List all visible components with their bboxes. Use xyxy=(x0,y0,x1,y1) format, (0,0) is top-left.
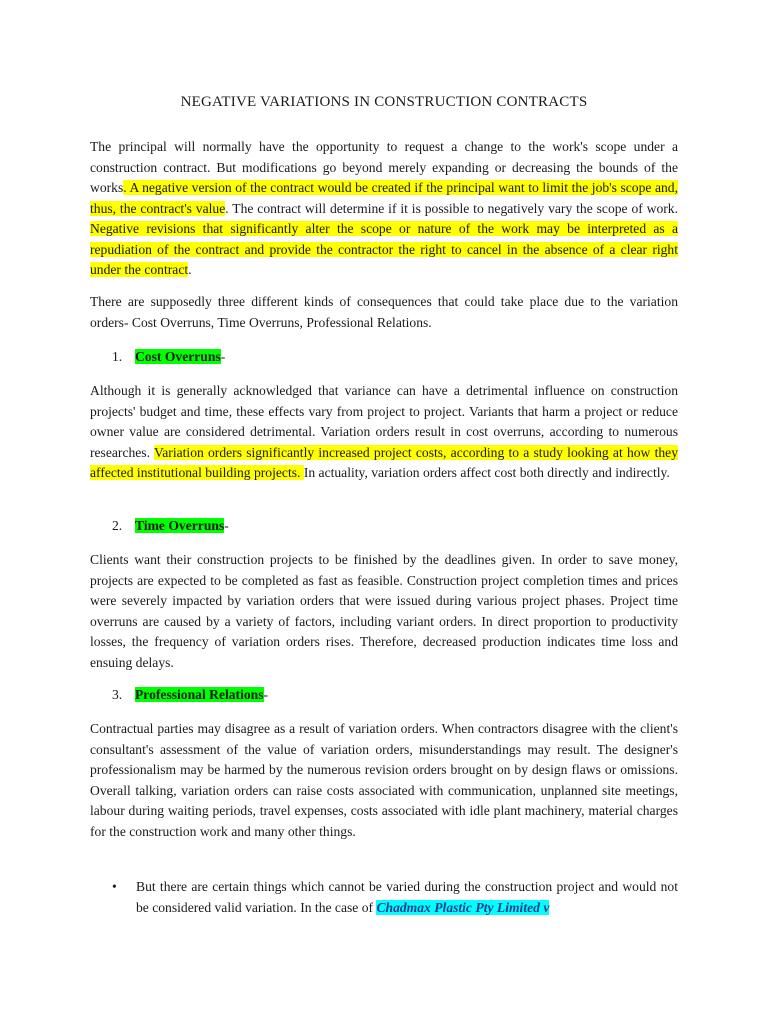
paragraph-cost-overruns xyxy=(90,381,678,484)
heading-time-overruns xyxy=(112,516,229,536)
paragraph-time-overruns: Clients want their construction projects to be finished by the deadlines given. In order to save money, projects are expected to be completed as fast as feasible. Construction project completion times and prices were severely impacted by variation orders that were issued during various project phases. Project time overruns are caused by a variety of factors, including variant orders. In direct proportion to productivity losses, the frequency of variation orders rises. Therefore, decreased production indicates time loss and ensuing delays. xyxy=(90,552,678,670)
document-title: NEGATIVE VARIATIONS IN CONSTRUCTION CONTRACTS xyxy=(180,94,588,110)
case-name-highlight: Chadmax Plastic Pty Limited v xyxy=(376,899,550,915)
item-number: 2. xyxy=(112,518,123,533)
cost-text-a: Although it is generally acknowledged that variance can have a detrimental influence on construction projects' budget and time, these effects vary from project to project. Variants that harm a project or reduce owner value are considered detrimental. Variation orders result in cost overruns, according to numerous researches. xyxy=(90,383,678,460)
item-label: Cost Overruns xyxy=(135,349,221,364)
paragraph-consequences: There are supposedly three different kinds of consequences that could take place due to the variation orders- Cost Overruns, Time Overruns, Professional Relations. xyxy=(90,294,678,330)
heading-professional-relations xyxy=(112,685,268,705)
heading-cost-overruns xyxy=(112,347,225,367)
bullet-text xyxy=(136,877,678,918)
item-label: Time Overruns xyxy=(135,518,225,533)
cost-highlight: Variation orders significantly increased project costs, according to a study looking at how they affected institutional building projects. xyxy=(90,444,678,480)
item-suffix: - xyxy=(263,687,269,702)
item-suffix: - xyxy=(220,349,226,364)
item-number: 3. xyxy=(112,687,123,702)
intro-text-c: . xyxy=(188,262,192,277)
item-label: Professional Relations xyxy=(135,687,264,702)
intro-text-b: . The contract will determine if it is possible to negatively vary the scope of work. xyxy=(225,200,678,216)
intro-text-a: The principal will normally have the opportunity to request a change to the work's scope under a construction contract. But modifications go beyond merely expanding or decreasing the bounds of the works xyxy=(90,139,678,195)
intro-highlight-2: Negative revisions that significantly alter the scope or nature of the work may be interpreted as a repudiation of the contract and provide the contractor the right to cancel in the absence of a clear right under the contract xyxy=(90,221,678,277)
item-suffix: - xyxy=(224,518,229,533)
cost-text-b: In actuality, variation orders affect cost both directly and indirectly. xyxy=(303,465,670,480)
bullet-text-a: But there are certain things which cannot be varied during the construction project and would not be considered valid variation. In the case of xyxy=(136,879,678,915)
intro-highlight-1: . A negative version of the contract would be created if the principal want to limit the job's scope and, thus, the contract's value xyxy=(90,180,678,216)
paragraph-professional-relations: Contractual parties may disagree as a result of variation orders. When contractors disagree with the client's consultant's assessment of the value of variation orders, misunderstandings may result. The designer's professionalism may be harmed by the numerous revision orders brought on by design flaws or omissions. Overall talking, variation orders can raise costs associated with communication, unplanned site meetings, labour during waiting periods, travel expenses, costs associated with idle plant machinery, material charges for the construction work and many other things. xyxy=(90,721,678,839)
item-number: 1. xyxy=(112,349,123,364)
bullet-icon: • xyxy=(112,879,117,894)
paragraph-intro xyxy=(90,137,678,281)
